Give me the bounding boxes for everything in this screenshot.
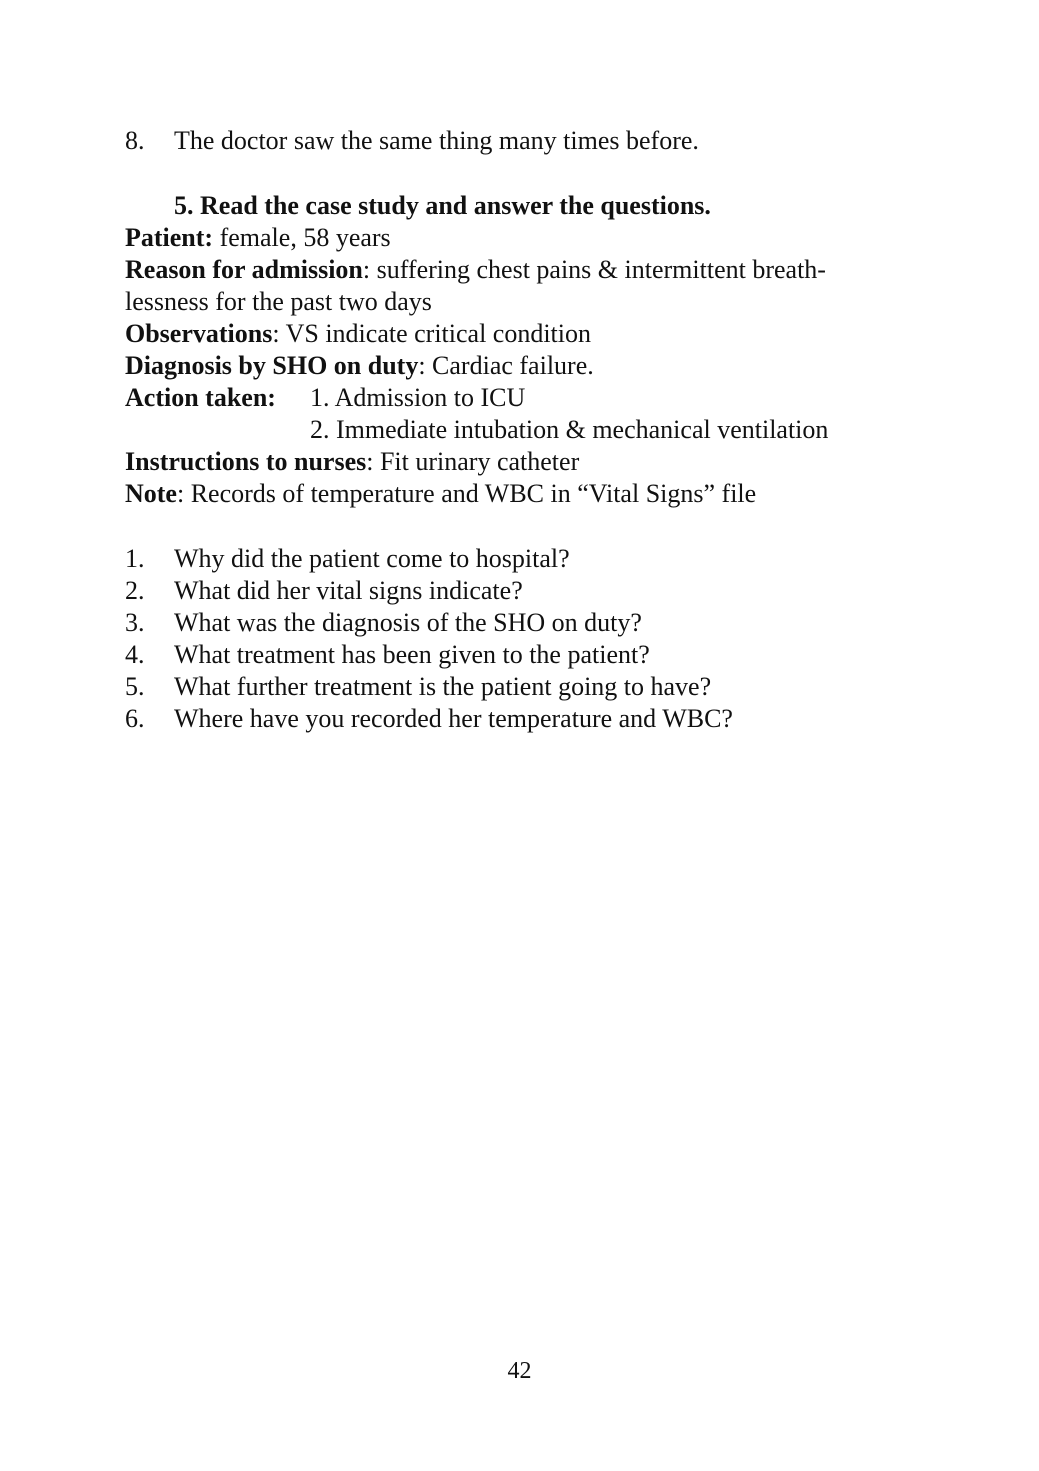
patient-value: female, 58 years	[213, 223, 391, 252]
question-item	[125, 575, 905, 607]
instructions-row	[125, 446, 905, 478]
instructions-value: : Fit urinary catheter	[366, 447, 580, 476]
question-text: What treatment has been given to the patient?	[174, 640, 650, 669]
exercise-heading: 5. Read the case study and answer the questions.	[174, 191, 711, 220]
action-label: Action taken:	[125, 383, 276, 412]
patient-row	[125, 222, 905, 254]
question-item	[125, 703, 905, 735]
note-label: Note	[125, 479, 177, 508]
reason-row	[125, 254, 905, 286]
action-row-continuation	[125, 414, 905, 446]
note-row	[125, 478, 905, 510]
question-number: 2.	[125, 576, 145, 605]
question-text: What was the diagnosis of the SHO on duty?	[174, 608, 642, 637]
question-number: 5.	[125, 672, 145, 701]
action-item: 1. Admission to ICU	[310, 383, 526, 412]
observations-row	[125, 318, 905, 350]
page-number: 42	[507, 1358, 532, 1384]
question-number: 6.	[125, 704, 145, 733]
reason-value-continued: lessness for the past two days	[125, 287, 432, 316]
question-text: What did her vital signs indicate?	[174, 576, 523, 605]
question-text: What further treatment is the patient going to have?	[174, 672, 712, 701]
diagnosis-value: : Cardiac failure.	[418, 351, 594, 380]
questions-list	[125, 543, 905, 735]
note-value: : Records of temperature and WBC in “Vital Signs” file	[176, 479, 757, 508]
question-text: Why did the patient come to hospital?	[174, 544, 570, 573]
observations-value: : VS indicate critical condition	[272, 319, 592, 348]
question-item	[125, 639, 905, 671]
question-text: Where have you recorded her temperature and WBC?	[174, 704, 733, 733]
question-item	[125, 671, 905, 703]
case-study-section	[125, 190, 905, 510]
reason-row-continuation	[125, 286, 905, 318]
reason-value: : suffering chest pains & intermittent breath-	[362, 255, 826, 284]
action-row	[125, 382, 905, 414]
reason-label: Reason for admission	[125, 255, 363, 284]
question-number: 4.	[125, 640, 145, 669]
question-number: 1.	[125, 544, 145, 573]
item-number: 8.	[125, 126, 145, 155]
question-item	[125, 607, 905, 639]
diagnosis-row	[125, 350, 905, 382]
instructions-label: Instructions to nurses	[125, 447, 367, 476]
observations-label: Observations	[125, 319, 273, 348]
patient-label: Patient:	[125, 223, 214, 252]
item-text: The doctor saw the same thing many times before.	[174, 126, 699, 155]
previous-exercise-item	[125, 125, 699, 157]
diagnosis-label: Diagnosis by SHO on duty	[125, 351, 419, 380]
question-number: 3.	[125, 608, 145, 637]
question-item	[125, 543, 905, 575]
action-item: 2. Immediate intubation & mechanical ventilation	[310, 415, 829, 444]
